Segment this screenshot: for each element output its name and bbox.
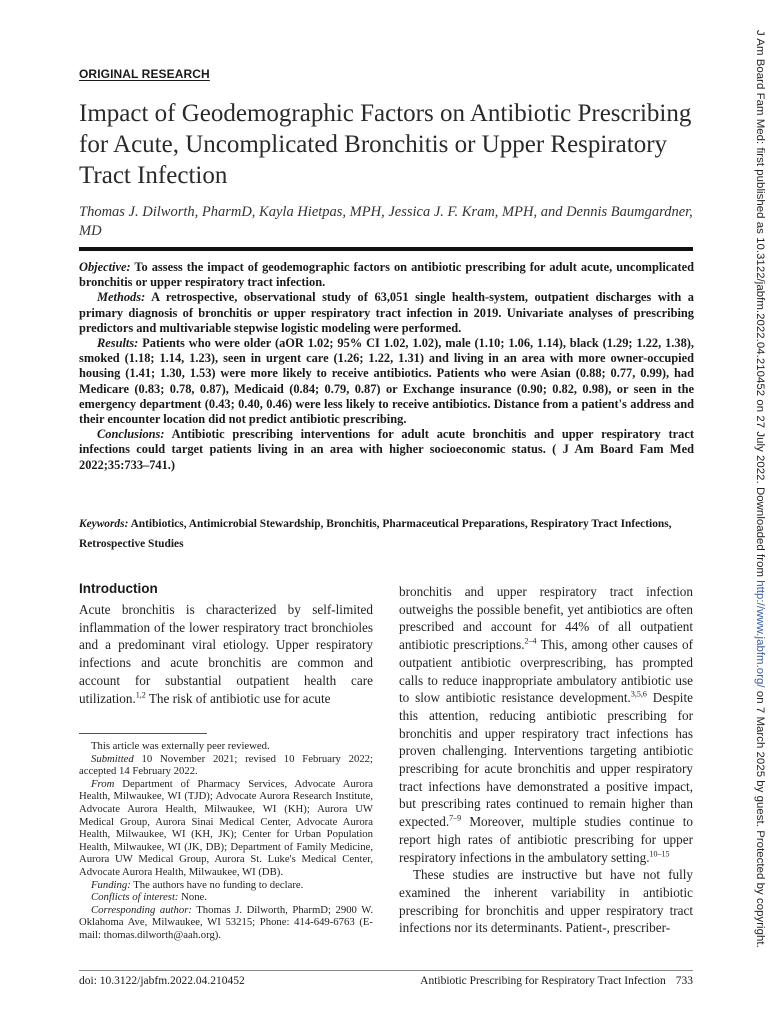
doi[interactable]: doi: 10.3122/jabfm.2022.04.210452 bbox=[79, 975, 245, 987]
article-notes bbox=[79, 740, 373, 942]
abstract-methods bbox=[79, 290, 694, 336]
intro-left-column bbox=[79, 601, 373, 707]
running-title: Antibiotic Prescribing for Respiratory Tract Infection bbox=[420, 975, 666, 987]
intro-text: Despite this attention, reducing antibiotic prescribing for bronchitis and upper respiratory tract infections has proven challenging. Interventions targeting antibiotic prescribing for acute bronchitis and upper respiratory tract infections have demonstrated a positive impact, but prescribing rates continued to remain higher than expected. bbox=[399, 690, 693, 830]
review-note: This article was externally peer reviewed. bbox=[91, 740, 270, 752]
results-text: Patients who were older (aOR 1.02; 95% CI 1.02, 1.02), male (1.10; 1.06, 1.14), black (1.29; 1.22, 1.38), smoked (1.18; 1.14, 1.23), seen in urgent care (1.26; 1.22, 1.31) and living in an area with more owner-occupied housing (1.41; 1.30, 1.53) were more likely to receive antibiotics. Patients who were Asian (0.88; 0.77, 0.99), had Medicare (0.83; 0.78, 0.87), Medicaid (0.84; 0.79, 0.87) or Exchange insurance (0.90; 0.82, 0.98), or seen in the emergency department (0.43; 0.40, 0.46) were less likely to receive antibiotics. Distance from a patient's address and their encounter location did not predict antibiotic prescribing. bbox=[79, 336, 694, 427]
submitted-text: 10 November 2021; revised 10 February 2022; accepted 14 February 2022. bbox=[79, 752, 373, 778]
page-number: 733 bbox=[675, 975, 693, 987]
download-watermark bbox=[754, 30, 766, 948]
abstract-conclusions bbox=[79, 427, 694, 473]
conclusions-text: Antibiotic prescribing interventions for adult acute bronchitis and upper respiratory tract infections could target patients living in an area with higher socioeconomic status. ( J Am Board Fam Med 2022;35:733–741.) bbox=[79, 427, 694, 472]
intro-text: bronchitis and upper respiratory tract infection outweighs the possible benefit, yet antibiotics are often prescribed and account for 44% of all outpatient antibiotic prescriptions. bbox=[399, 584, 693, 653]
submitted-label: Submitted bbox=[91, 752, 134, 765]
conclusions-label: Conclusions: bbox=[97, 427, 165, 442]
author-list: Thomas J. Dilworth, PharmD, Kayla Hietpas, MPH, Jessica J. F. Kram, MPH, and Dennis Baumgardner, MD bbox=[79, 204, 693, 239]
citation-ref[interactable]: 2–4 bbox=[524, 636, 537, 646]
funding-note bbox=[79, 879, 373, 892]
title-divider bbox=[79, 247, 693, 251]
corr-label: Corresponding author: bbox=[91, 903, 192, 916]
citation-ref[interactable]: 3,5,6 bbox=[630, 689, 647, 699]
abstract bbox=[79, 260, 694, 473]
corresponding-author-note bbox=[79, 904, 373, 942]
objective-text: To assess the impact of geodemographic factors on antibiotic prescribing for adult acute, uncomplicated bronchitis or upper respiratory tract infection. bbox=[79, 260, 694, 290]
from-label: From bbox=[91, 777, 115, 790]
citation-ref[interactable]: 7–9 bbox=[449, 813, 462, 823]
keywords-label: Keywords: bbox=[79, 518, 129, 530]
watermark-prefix: J Am Board Fam Med: first published as 10.3122/jabfm.2022.04.210452 on 27 July 2022. Downloaded from bbox=[754, 30, 766, 581]
conflicts-label: Conflicts of interest: bbox=[91, 891, 179, 904]
intro-right-column bbox=[399, 583, 693, 937]
results-label: Results: bbox=[97, 336, 139, 351]
abstract-results bbox=[79, 336, 694, 427]
keywords-text: Antibiotics, Antimicrobial Stewardship, Bronchitis, Pharmaceutical Preparations, Respiratory Tract Infections, Retrospective Studies bbox=[79, 518, 672, 550]
intro-paragraph-2: These studies are instructive but have not fully examined the inherent variability in antibiotic prescribing for bronchitis and upper respiratory tract infections nor its determinants. Patient-, prescriber- bbox=[399, 867, 693, 936]
affiliation-note bbox=[79, 778, 373, 879]
footnote-divider bbox=[79, 733, 207, 734]
conflicts-text: None. bbox=[178, 891, 207, 904]
intro-left-text-end: The risk of antibiotic use for acute bbox=[145, 690, 331, 706]
intro-text: Moreover, multiple studies continue to report high rates of antibiotic prescribing for upper respiratory infections in the ambulatory setting. bbox=[399, 814, 693, 865]
intro-text: This, among other causes of outpatient antibiotic overprescribing, has prompted calls to reduce inappropriate ambulatory antibiotic use to slow antibiotic resistance development. bbox=[399, 637, 693, 706]
funding-text: The authors have no funding to declare. bbox=[130, 878, 304, 891]
keywords bbox=[79, 514, 694, 554]
conflicts-note bbox=[79, 891, 373, 904]
intro-left-text: Acute bronchitis is characterized by self-limited inflammation of the lower respiratory tract bronchioles and a predominant viral etiology. Upper respiratory infections and acute bronchitis are common and account for substantial outpatient health care utilization. bbox=[79, 602, 373, 706]
watermark-suffix: on 7 March 2025 by guest. Protected by copyright. bbox=[754, 687, 766, 948]
intro-paragraph bbox=[399, 583, 693, 866]
objective-label: Objective: bbox=[79, 260, 131, 274]
from-text: Department of Pharmacy Services, Advocate Aurora Health, Milwaukee, WI (TJD); Advocate Aurora Research Institute, Advocate Aurora Health, Milwaukee, WI (KH); Aurora UW Medical Group, Aurora Sinai Medical Center, Advocate Aurora Health, Milwaukee, WI (KH, JK); Center for Urban Population Health, Milwaukee, WI (JK, DB); Department of Family Medicine, Aurora UW Medical Group, Aurora St. Luke's Medical Center, Advocate Aurora Health, Milwaukee, WI (DB). bbox=[79, 777, 373, 878]
introduction-heading: Introduction bbox=[79, 581, 158, 596]
footer-divider bbox=[79, 970, 693, 971]
abstract-objective bbox=[79, 260, 694, 290]
citation-ref[interactable]: 10–15 bbox=[649, 849, 670, 859]
article-title: Impact of Geodemographic Factors on Antibiotic Prescribing for Acute, Uncomplicated Bronchitis or Upper Respiratory Tract Infection bbox=[79, 100, 692, 189]
methods-text: A retrospective, observational study of 63,051 single health-system, outpatient discharges with a primary diagnosis of bronchitis or upper respiratory tract infection in 2019. Univariate analyses of prescribing predictors and multivariable stepwise logistic modeling were performed. bbox=[79, 290, 694, 335]
submission-note bbox=[79, 753, 373, 778]
running-footer bbox=[420, 975, 693, 987]
citation-ref[interactable]: 1,2 bbox=[135, 690, 146, 700]
section-label: ORIGINAL RESEARCH bbox=[79, 67, 210, 81]
corr-text: Thomas J. Dilworth, PharmD; 2900 W. Oklahoma Ave, Milwaukee, WI 53215; Phone: 414-649-6763 (E-mail: thomas.dilworth@aah.org). bbox=[79, 903, 373, 941]
journal-link[interactable]: http://www.jabfm.org/ bbox=[754, 580, 766, 688]
methods-label: Methods: bbox=[97, 290, 146, 305]
funding-label: Funding: bbox=[91, 878, 131, 891]
